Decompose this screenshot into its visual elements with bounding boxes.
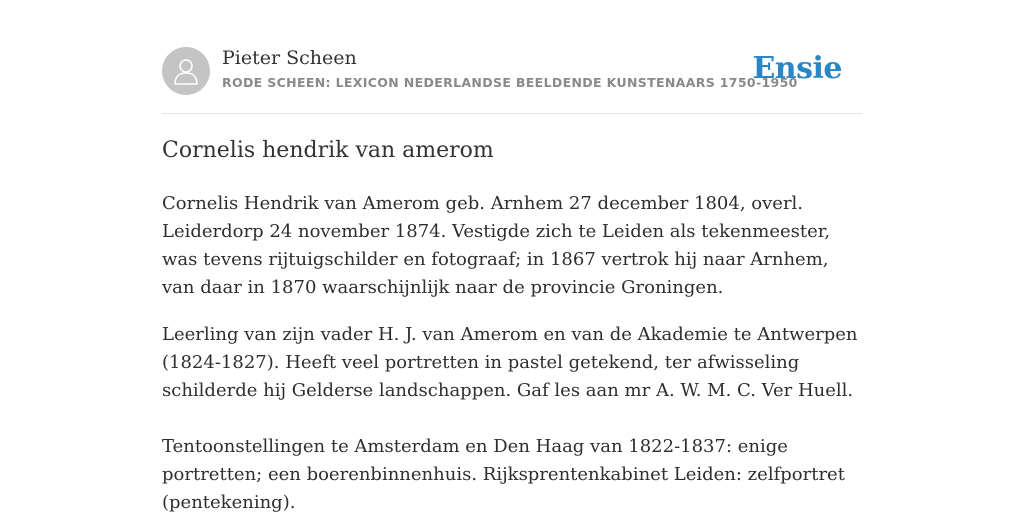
source-label[interactable]: RODE SCHEEN: LEXICON NEDERLANDSE BEELDENDE KUNSTENAARS 1750-1950 <box>222 75 798 90</box>
article-body <box>162 190 862 512</box>
paragraph-biography: Cornelis Hendrik van Amerom geb. Arnhem 27 december 1804, overl. Leiderdorp 24 november 1874. Vestigde zich te Leiden als tekenmeester, was tevens rijtuigschilder en fotograaf; in 1867 vertrok hij naar Arnhem, van daar in 1870 waarschijnlijk naar de provincie Groningen. <box>162 193 831 298</box>
brand-logo[interactable]: Ensie <box>752 51 842 86</box>
header-divider <box>162 113 862 114</box>
user-icon <box>173 57 199 85</box>
author-name[interactable]: Pieter Scheen <box>222 47 357 69</box>
paragraph-training: Leerling van zijn vader H. J. van Amerom en van de Akademie te Antwerpen (1824-1827). Heeft veel portretten in pastel getekend, ter afwisseling schilderde hij Gelderse landschappen. Gaf les aan mr A. W. M. C. Ver Huell. <box>162 324 858 401</box>
author-avatar[interactable] <box>162 47 210 95</box>
article-title: Cornelis hendrik van amerom <box>162 138 494 163</box>
article-header <box>162 45 862 105</box>
paragraph-exhibitions: Tentoonstellingen te Amsterdam en Den Haag van 1822-1837: enige portretten; een boerenbinnenhuis. Rijksprentenkabinet Leiden: zelfportret (pentekening). <box>162 436 845 512</box>
